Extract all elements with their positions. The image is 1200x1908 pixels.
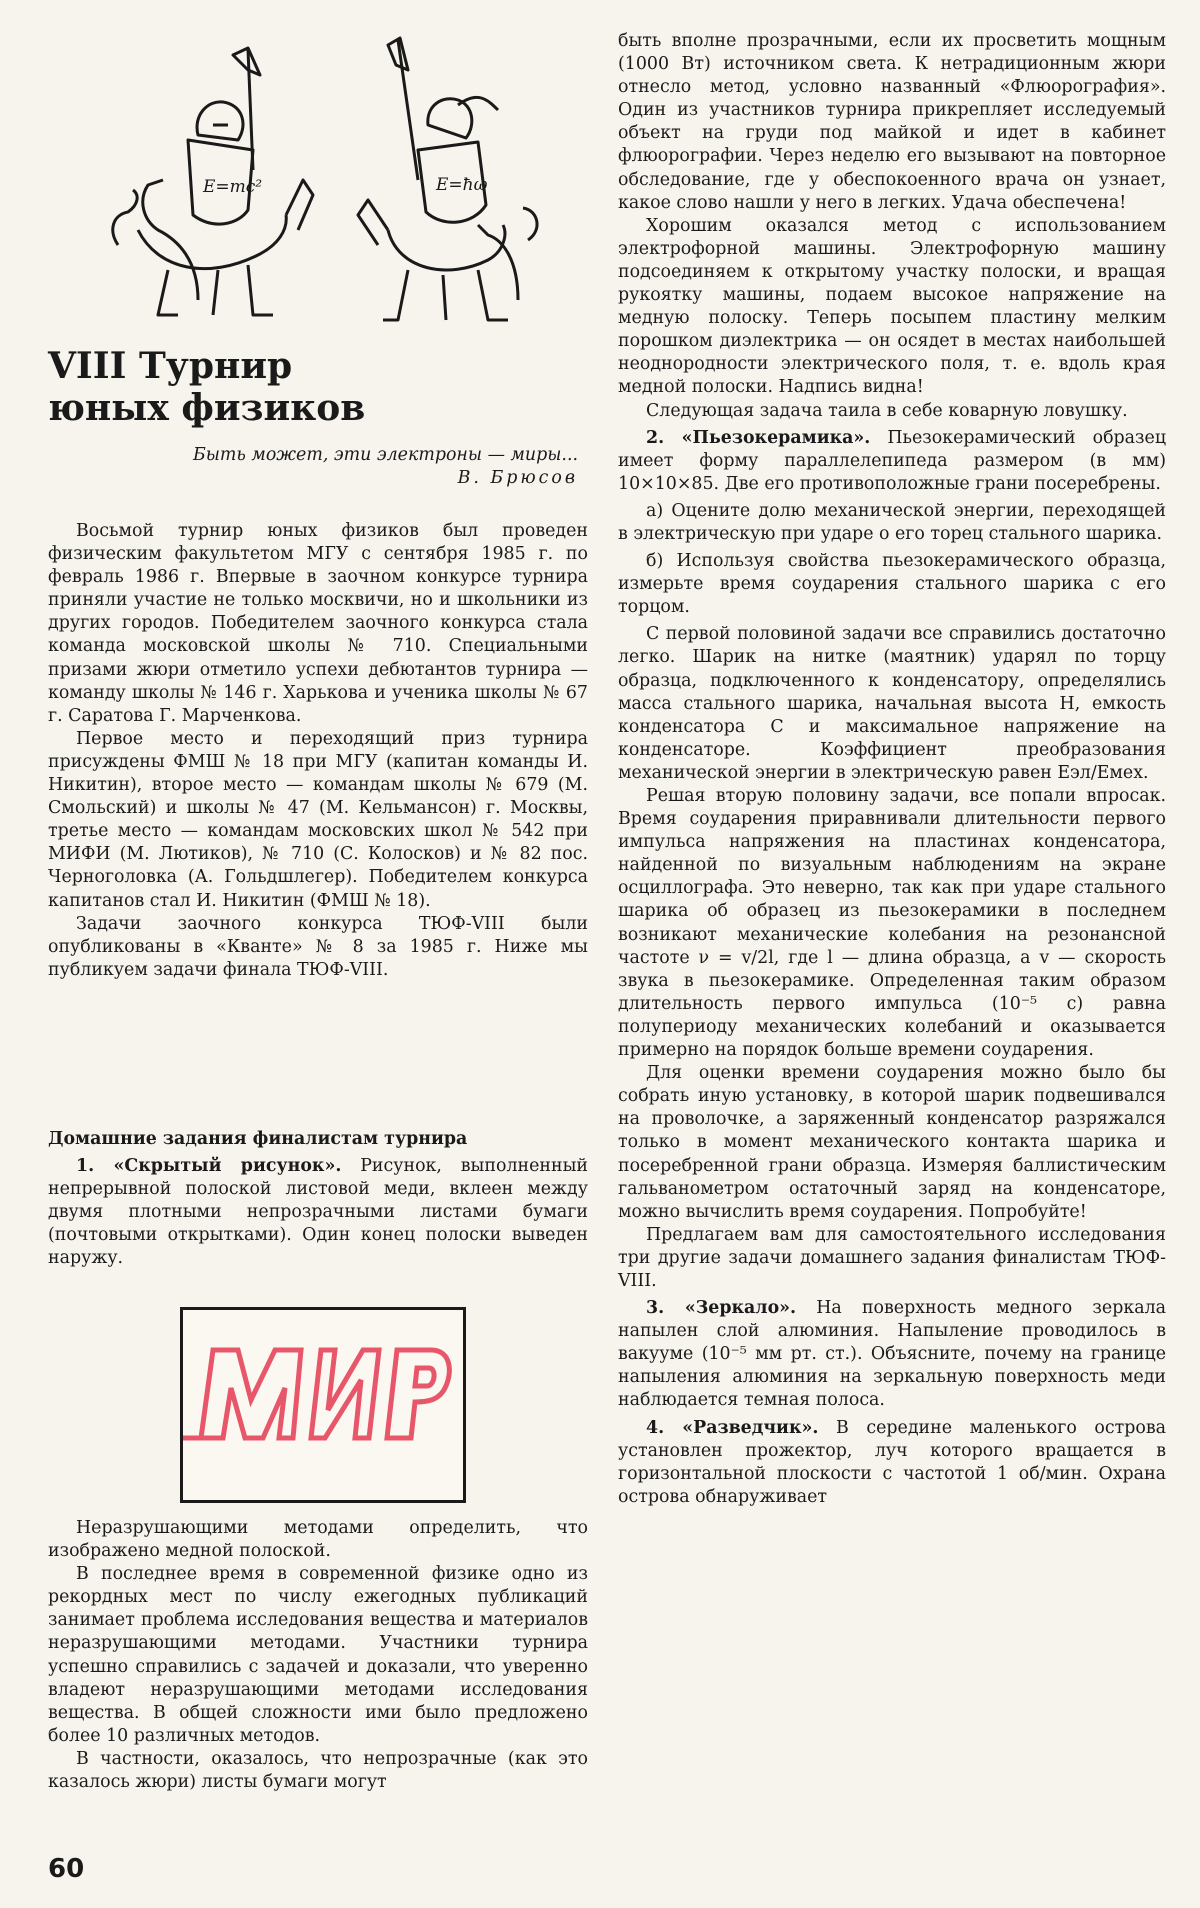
intro-section xyxy=(48,520,588,982)
task-1-discussion xyxy=(48,1517,588,1794)
left-shield-formula: E=mc² xyxy=(203,177,263,197)
epigraph-text: Быть может, эти электроны — миры... xyxy=(192,445,578,465)
task-2-discussion-2: Решая вторую половину задачи, все попали впросак. Время соударения приравнивали длительности первого импульса напряжения на пластинах конденсатора, найденной по визуальным наблюдениям на экране осциллографа. Это неверно, так как при ударе стального шарика об образец из пьезокерамики в последнем возникают механические колебания на резонансной частоте ν = v/2l, где l — длина образца, а v — скорость звука в пьезокерамике. Определенная таким образом длительность первого импульса (10⁻⁵ с) равна полупериоду механических колебаний и оказывается примерно на порядок больше времени соударения. xyxy=(618,786,1166,1061)
knights-illustration xyxy=(48,30,588,330)
task-2-discussion-4: Предлагаем вам для самостоятельного исследования три другие задачи домашнего задания финалистам ТЮФ-VIII. xyxy=(618,1224,1166,1291)
after-figure-paragraph-1: Неразрушающими методами определить, что изображено медной полоской. xyxy=(48,1518,588,1562)
task-4-label: 4. «Разведчик». xyxy=(646,1417,819,1438)
task-2-part-a: а) Оцените долю механической энергии, переходящей в электрическую при ударе о его торец стального шарика. xyxy=(618,500,1166,544)
epigraph xyxy=(48,444,578,490)
title-line-2: юных физиков xyxy=(48,387,366,429)
task-2 xyxy=(618,427,1166,496)
intro-paragraph-3: Задачи заочного конкурса ТЮФ-VIII были опубликованы в «Кванте» № 8 за 1985 г. Ниже мы публикуем задачи финала ТЮФ-VIII. xyxy=(48,913,588,980)
task-4-text: В середине маленького острова установлен прожектор, луч которого вращается в горизонтальной плоскости с частотой 1 об/мин. Охрана острова обнаруживает xyxy=(618,1417,1166,1507)
task-2-discussion-3: Для оценки времени соударения можно было бы собрать иную установку, в которой шарик подвешивался на проволочке, а заряженный конденсатор разряжался только в момент механического контакта шарика и посеребренной грани образца. Измеряя баллистическим гальванометром остаточный заряд на конденсаторе, можно вычислить время соударения. Попробуйте! xyxy=(618,1063,1166,1222)
intro-paragraph-2: Первое место и переходящий приз турнира присуждены ФМШ № 18 при МГУ (капитан команды И. Никитин), второе место — командам школы № 679 (М. Смольский) и школы № 47 (М. Кельмансон) г. Москвы, третье место — командам московских школ № 542 при МИФИ (М. Лютиков), № 710 (С. Колосков) и № 82 пос. Черноголовка (А. Гольдшлегер). Победителем конкурса капитанов стал И. Никитин (ФМШ № 18). xyxy=(48,728,588,911)
task-2-text: Пьезокерамический образец имеет форму параллелепипеда размером (в мм) 10×10×85. Две его противоположные грани посеребрены. xyxy=(618,427,1167,494)
title-line-1: VIII Турнир xyxy=(48,345,293,387)
section-subhead: Домашние задания финалистам турнира xyxy=(48,1129,468,1149)
after-figure-paragraph-2: В последнее время в современной физике одно из рекордных мест по числу ежегодных публикаций занимает проблема исследования вещества и материалов неразрушающими методами. Участники турнира успешно справились с задачей и доказали, что уверенно владеют неразрушающими методами исследования вещества. В общей сложности ими было предложено более 10 различных методов. xyxy=(48,1564,588,1746)
hidden-picture-figure xyxy=(180,1307,466,1503)
task-3-label: 3. «Зеркало». xyxy=(646,1298,797,1319)
task-1 xyxy=(48,1155,588,1270)
task-2-part-b: б) Используя свойства пьезокерамического образца, измерьте время соударения стального шарика с его торцом. xyxy=(618,551,1166,618)
right-shield-formula: E=ħω xyxy=(436,175,488,195)
mir-copper-strip xyxy=(183,1310,463,1500)
task-2-label: 2. «Пьезокерамика». xyxy=(646,427,871,448)
page-number: 60 xyxy=(48,1854,85,1884)
epigraph-author: В. Брюсов xyxy=(457,468,578,488)
task-1-section xyxy=(48,1128,588,1271)
task-4 xyxy=(618,1417,1166,1509)
article-title xyxy=(48,345,588,429)
task-2-discussion-1: С первой половиной задачи все справились достаточно легко. Шарик на нитке (маятник) ударял по торцу образца, подключенного к конденсатору, определялись масса стального шарика, начальная высота H, емкость конденсатора C и максимальное напряжение на конденсаторе. Коэффициент преобразования механической энергии в электрическую равен Eэл/Eмех. xyxy=(618,624,1166,783)
figure-word: МИР xyxy=(320,1489,326,1491)
task-3 xyxy=(618,1297,1166,1412)
right-paragraph-2: Хорошим оказался метод с использованием электрофорной машины. Электрофорную машину подсоединяем к открытому участку полоски, и вращая рукоятку машины, подаем высокое напряжение на медную полоску. Теперь посыпем пластину мелким порошком диэлектрика — он осядет в местах наибольшей неоднородности электрического поля, т. е. вдоль края медной полоски. Надпись видна! xyxy=(618,215,1166,398)
task-3-text: На поверхность медного зеркала напылен слой алюминия. Напыление проводилось в вакууме (10⁻⁵ мм рт. ст.). Объясните, почему на границе напыления алюминия на зеркальную поверхность меди наблюдается темная полоса. xyxy=(618,1298,1166,1411)
right-column xyxy=(618,30,1166,1509)
right-paragraph-1: быть вполне прозрачными, если их просветить мощным (1000 Вт) источником света. К нетрадиционным жюри отнесло метод, условно названный «Флюорография». Один из участников турнира прикрепляет исследуемый объект на груди под майкой и идет в кабинет флюорографии. Через неделю его вызывают на повторное обследование, где у обеспокоенного врача он узнает, какое слово нашли у него в легких. Удача обеспечена! xyxy=(618,31,1166,213)
right-paragraph-3: Следующая задача таила в себе коварную ловушку. xyxy=(646,400,1128,421)
task-1-text: Рисунок, выполненный непрерывной полоской листовой меди, вклеен между двумя плотными непрозрачными листами бумаги (почтовыми открытками). Один конец полоски выведен наружу. xyxy=(48,1156,588,1269)
task-1-label: 1. «Скрытый рисунок». xyxy=(76,1156,342,1177)
after-figure-paragraph-3: В частности, оказалось, что непрозрачные (как это казалось жюри) листы бумаги могут xyxy=(48,1748,588,1793)
intro-paragraph-1: Восьмой турнир юных физиков был проведен физическим факультетом МГУ с сентября 1985 г. по февраль 1986 г. Впервые в заочном конкурсе турнира приняли участие не только москвичи, но и школьники из других городов. Победителем заочного конкурса стала команда московской школы № 710. Специальными призами жюри отметило успехи дебютантов турнира — команду школы № 146 г. Харькова и ученика школы № 67 г. Саратова Г. Марченкова. xyxy=(48,521,588,726)
